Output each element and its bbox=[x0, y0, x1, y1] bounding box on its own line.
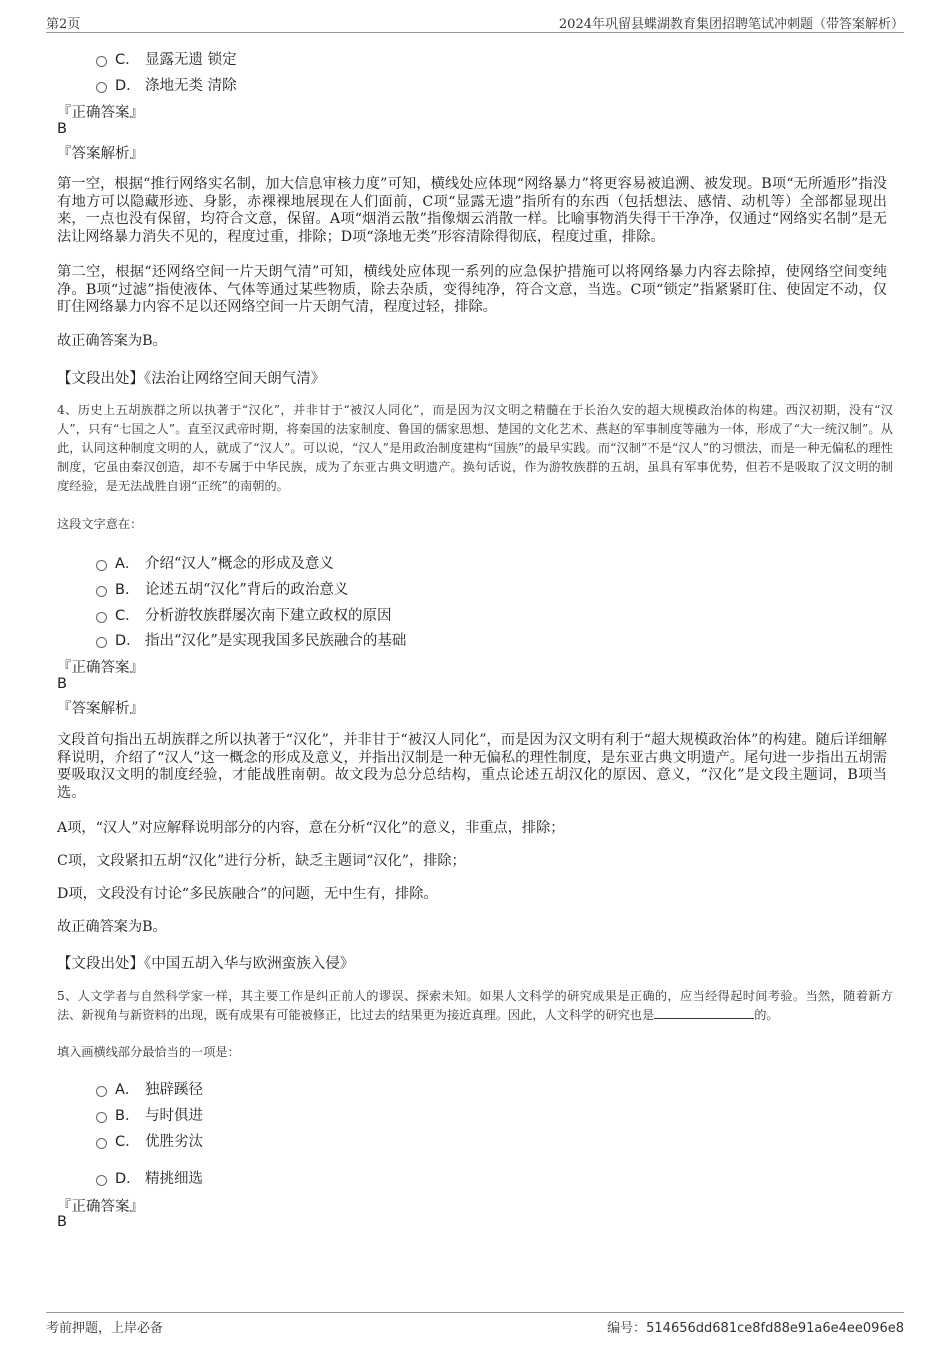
q4-answer-label: 『正确答案』 bbox=[57, 660, 144, 676]
radio-icon[interactable] bbox=[96, 637, 107, 648]
q4-conclusion: 故正确答案为B。 bbox=[57, 919, 167, 935]
radio-icon[interactable] bbox=[96, 1138, 107, 1149]
q5-answer-label: 『正确答案』 bbox=[57, 1199, 144, 1215]
q4-analysis-label: 『答案解析』 bbox=[57, 701, 144, 717]
q3-answer: B bbox=[57, 121, 67, 137]
q4-prompt: 这段文字意在： bbox=[57, 517, 143, 531]
q4-answer: B bbox=[57, 676, 67, 692]
radio-icon[interactable] bbox=[96, 560, 107, 571]
footer-slogan: 考前押题，上岸必备 bbox=[46, 1321, 164, 1336]
fill-blank bbox=[654, 1006, 754, 1019]
radio-icon[interactable] bbox=[96, 612, 107, 623]
q4-option-c[interactable]: C． 分析游牧族群屡次南下建立政权的原因 bbox=[96, 604, 392, 625]
q3-analysis-paragraph-2: 第二空，根据“还网络空间一片天朗气清”可知，横线处应体现一系列的应急保护措施可以将网络暴力内容去除掉，使网络空间变纯净。B项“过滤”指使液体、气体等通过某些物质，除去杂质，变得纯净，符合文意，当选。C项“锁定”指紧紧盯住、使固定不动，仅盯住网络暴力内容不足以还网络空间一片天朗气清，程度过轻，排除。 bbox=[57, 264, 887, 316]
radio-icon[interactable] bbox=[96, 1086, 107, 1097]
radio-icon[interactable] bbox=[96, 1175, 107, 1186]
radio-icon[interactable] bbox=[96, 56, 107, 67]
q3-analysis-paragraph-1: 第一空，根据“推行网络实名制，加大信息审核力度”可知，横线处应体现“网络暴力”将更容易被追溯、被发现。B项“无所遁形”指没有地方可以隐藏形迹、身影，赤裸裸地展现在人们面前，C项“显露无遗”指所有的东西（包括想法、感情、动机等）全部都显现出来，一点也没有保留，均符合文意，保留。A项“烟消云散”指像烟云消散一样。比喻事物消失得干干净净，仅通过“网络实名制”是无法让网络暴力消失不见的，程度过重，排除；D项“涤地无类”形容清除得彻底，程度过重，排除。 bbox=[57, 176, 887, 245]
q5-answer: B bbox=[57, 1214, 67, 1230]
page-footer bbox=[46, 1312, 904, 1335]
q3-option-d[interactable]: D． 涤地无类 清除 bbox=[96, 74, 237, 95]
q3-option-c[interactable]: C． 显露无遗 锁定 bbox=[96, 48, 237, 69]
q4-option-b[interactable]: B． 论述五胡“汉化”背后的政治意义 bbox=[96, 578, 348, 599]
q4-analysis-option-a: A项，“汉人”对应解释说明部分的内容，意在分析“汉化”的意义，非重点，排除； bbox=[57, 820, 565, 836]
q5-question: 5、人文学者与自然科学家一样，其主要工作是纠正前人的谬误、探索未知。如果人文科学的研究成果是正确的，应当经得起时间考验。当然，随着新方法、新视角与新资料的出现，既有成果有可能被修正，比过去的结果更为接近真理。因此，人文科学的研究也是 的。 bbox=[57, 989, 893, 1022]
document-id: 编号：514656dd681ce8fd88e91a6e4ee096e8 bbox=[607, 1321, 904, 1336]
q4-question: 4、历史上五胡族群之所以执著于“汉化”，并非甘于“被汉人同化”，而是因为汉文明之精髓在于长治久安的超大规模政治体的构建。西汉初期，没有“汉人”，只有“七国之人”。直至汉武帝时期，将秦国的法家制度、鲁国的儒家思想、楚国的文化艺术、燕赵的军事制度等融为一体，形成了“大一统汉制”。从此，认同这种制度文明的人，就成了“汉人”。可以说，“汉人”是用政治制度建构“国族”的最早实践。而“汉制”不是“汉人”的习惯法，而是一种无偏私的理性制度，它虽由秦汉创造，却不专属于中华民族，成为了东亚古典文明遗产。换句话说，作为游牧族群的五胡，虽具有军事优势，但若不是吸取了汉文明的制度经验，是无法战胜自诩“正统”的南朝的。 bbox=[57, 403, 893, 493]
q5-prompt: 填入画横线部分最恰当的一项是： bbox=[57, 1045, 240, 1059]
page-number: 第2页 bbox=[46, 17, 81, 32]
q5-option-c[interactable]: C． 优胜劣汰 bbox=[96, 1130, 203, 1151]
q3-answer-label: 『正确答案』 bbox=[57, 105, 144, 121]
q3-source: 【文段出处】《法治让网络空间天朗气清》 bbox=[57, 371, 326, 387]
q5-option-a[interactable]: A． 独辟蹊径 bbox=[96, 1078, 203, 1099]
q3-conclusion: 故正确答案为B。 bbox=[57, 333, 167, 349]
q4-option-d[interactable]: D． 指出“汉化”是实现我国多民族融合的基础 bbox=[96, 629, 406, 650]
document-title: 2024年巩留县蝶湖教育集团招聘笔试冲刺题（带答案解析） bbox=[558, 17, 904, 32]
q4-source: 【文段出处】《中国五胡入华与欧洲蛮族入侵》 bbox=[57, 956, 355, 972]
radio-icon[interactable] bbox=[96, 1112, 107, 1123]
q5-option-b[interactable]: B． 与时俱进 bbox=[96, 1104, 203, 1125]
radio-icon[interactable] bbox=[96, 82, 107, 93]
q3-analysis-label: 『答案解析』 bbox=[57, 146, 144, 162]
q4-analysis-option-c: C项，文段紧扣五胡“汉化”进行分析，缺乏主题词“汉化”，排除； bbox=[57, 853, 466, 869]
q5-option-d[interactable]: D． 精挑细选 bbox=[96, 1167, 203, 1188]
radio-icon[interactable] bbox=[96, 586, 107, 597]
q4-analysis-option-d: D项，文段没有讨论“多民族融合”的问题，无中生有，排除。 bbox=[57, 886, 438, 902]
q4-option-a[interactable]: A． 介绍“汉人”概念的形成及意义 bbox=[96, 552, 334, 573]
page-header bbox=[46, 12, 904, 33]
q4-analysis-paragraph-1: 文段首句指出五胡族群之所以执著于“汉化”，并非甘于“被汉人同化”，而是因为汉文明有利于“超大规模政治体”的构建。随后详细解释说明，介绍了“汉人”这一概念的形成及意义，并指出汉制是一种无偏私的理性制度，是东亚古典文明遗产。尾句进一步指出五胡需要吸取汉文明的制度经验，才能战胜南朝。故文段为总分总结构，重点论述五胡汉化的原因、意义，“汉化”是文段主题词，B项当选。 bbox=[57, 732, 887, 801]
